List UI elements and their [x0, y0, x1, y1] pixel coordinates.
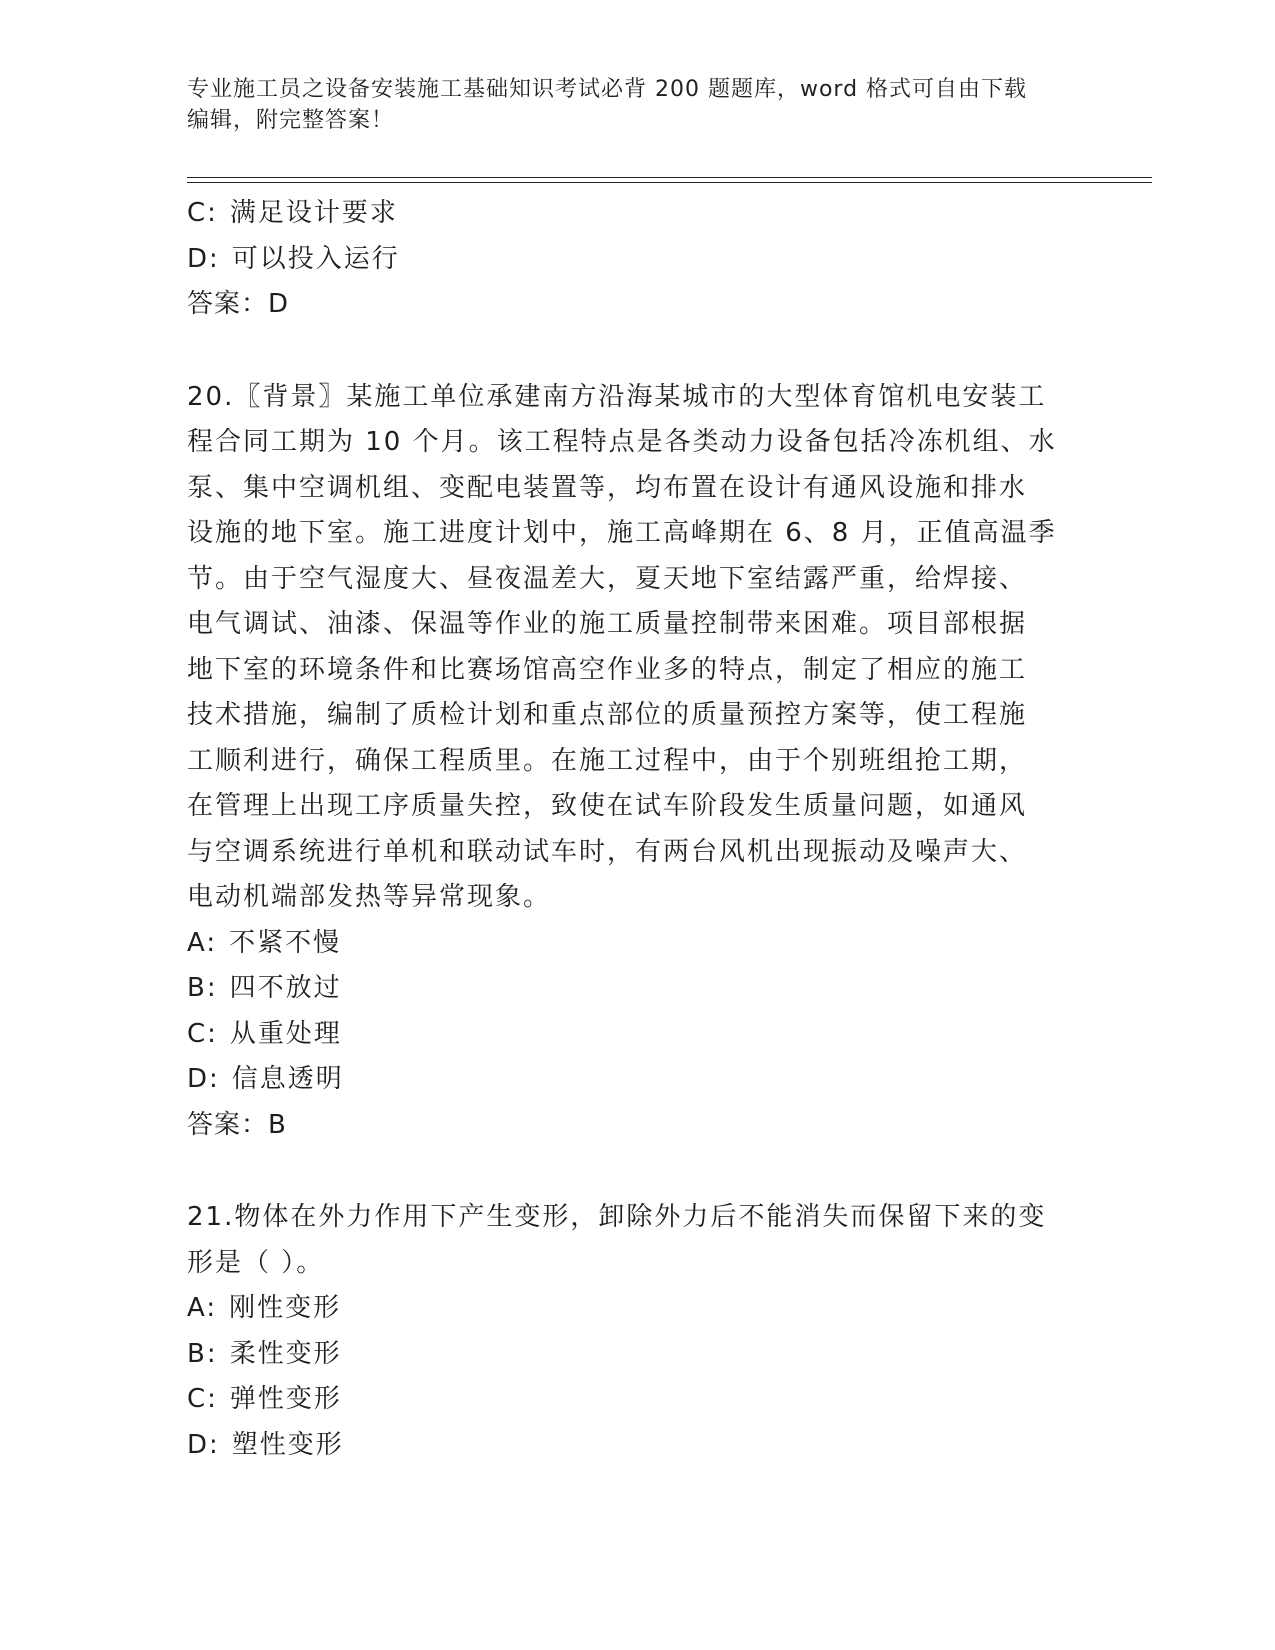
option-a — [187, 1286, 1087, 1332]
stem-line: 地下室的环境条件和比赛场馆高空作业多的特点，制定了相应的施工 — [187, 654, 1028, 685]
option-key: C: — [187, 198, 218, 228]
header-divider-top — [187, 177, 1152, 178]
option-d — [187, 1423, 1087, 1469]
option-key: D: — [187, 1064, 220, 1094]
page-header — [187, 74, 1087, 136]
spacer — [187, 328, 1087, 375]
option-key: D: — [187, 243, 220, 274]
stem-line: 20.〖背景〗某施工单位承建南方沿海某城市的大型体育馆机电安装工 — [187, 381, 1047, 412]
option-key: C: — [187, 1018, 218, 1049]
stem-line: 电气调试、油漆、保温等作业的施工质量控制带来困难。项目部根据 — [187, 609, 1028, 639]
stem-line: 形是（ ）。 — [187, 1247, 325, 1278]
answer-line: 答案：B — [187, 1109, 287, 1140]
document-body — [187, 191, 1087, 1468]
option-text: 满足设计要求 — [229, 198, 398, 228]
option-key: C: — [187, 1384, 218, 1414]
header-divider-bottom — [187, 182, 1152, 183]
stem-line: 与空调系统进行单机和联动试车时，有两台风机出现振动及噪声大、 — [187, 836, 1028, 867]
option-text: 四不放过 — [229, 973, 342, 1003]
question-21 — [187, 1195, 1087, 1468]
option-c — [187, 1377, 1087, 1423]
spacer — [187, 1148, 1087, 1195]
option-c — [187, 191, 1087, 237]
option-text: 柔性变形 — [229, 1338, 342, 1369]
stem-line: 21.物体在外力作用下产生变形，卸除外力后不能消失而保留下来的变 — [187, 1202, 1047, 1232]
option-text: 塑性变形 — [231, 1429, 344, 1460]
stem-line: 技术措施，编制了质检计划和重点部位的质量预控方案等，使工程施 — [187, 700, 1028, 730]
option-text: 弹性变形 — [229, 1384, 342, 1414]
option-key: B: — [187, 973, 218, 1003]
option-text: 可以投入运行 — [231, 243, 400, 274]
stem-line: 节。由于空气湿度大、昼夜温差大，夏天地下室结露严重，给焊接、 — [187, 563, 1028, 594]
option-d — [187, 1057, 1087, 1103]
option-key: A: — [187, 927, 218, 958]
question-stem — [187, 1195, 1067, 1286]
option-text: 刚性变形 — [229, 1293, 342, 1323]
answer-line: 答案：D — [187, 289, 290, 319]
question-stem — [187, 375, 1067, 921]
stem-line: 电动机端部发热等异常现象。 — [187, 882, 552, 912]
stem-line: 在管理上出现工序质量失控，致使在试车阶段发生质量问题，如通风 — [187, 791, 1028, 821]
option-text: 从重处理 — [229, 1018, 342, 1049]
option-b — [187, 1332, 1087, 1378]
header-line-2: 编辑，附完整答案！ — [187, 108, 395, 133]
question-19-tail — [187, 191, 1087, 328]
option-b — [187, 966, 1087, 1012]
stem-line: 程合同工期为 10 个月。该工程特点是各类动力设备包括冷冻机组、水 — [187, 427, 1057, 457]
option-key: A: — [187, 1293, 218, 1323]
option-a — [187, 921, 1087, 967]
stem-line: 工顺利进行，确保工程质里。在施工过程中，由于个别班组抢工期， — [187, 745, 1028, 776]
option-text: 信息透明 — [231, 1064, 344, 1094]
stem-line: 设施的地下室。施工进度计划中，施工高峰期在 6、8 月，正值高温季 — [187, 518, 1057, 548]
option-text: 不紧不慢 — [229, 927, 342, 958]
question-20 — [187, 375, 1087, 1149]
option-key: D: — [187, 1429, 220, 1460]
option-d — [187, 237, 1087, 283]
stem-line: 泵、集中空调机组、变配电装置等，均布置在设计有通风设施和排水 — [187, 472, 1028, 503]
header-line-1: 专业施工员之设备安装施工基础知识考试必背 200 题题库，word 格式可自由下载 — [187, 77, 1028, 102]
option-key: B: — [187, 1338, 218, 1369]
option-c — [187, 1012, 1087, 1058]
